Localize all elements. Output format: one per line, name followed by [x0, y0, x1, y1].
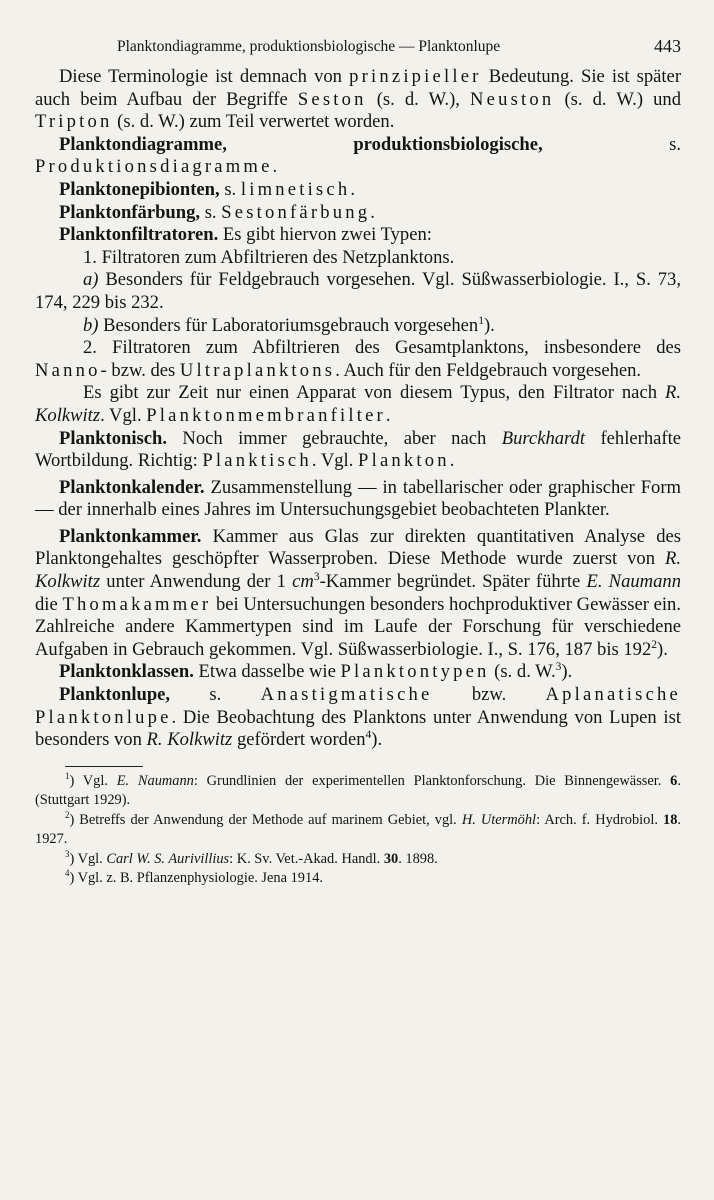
entry-planktondiagramme: Planktondiagramme, produktionsbiologische, s. Produktionsdiagramme. [35, 133, 681, 178]
entry-headword: Planktonisch. [59, 427, 167, 449]
footnote-ref: 2 [651, 638, 658, 651]
running-head [35, 36, 681, 66]
footnote-ref: 4 [365, 729, 372, 742]
footnote-3: $^3$) Vgl. Carl W. S. Aurivillius: K. Sv. Vet.-Akad. Handl. 30. 1898. [65, 849, 438, 867]
entry-planktonlupe: Planktonlupe, s. Anastigmatische bzw. Aplanatische Planktonlupe. Die Beobachtung des Planktons unter Anwendung von Lupen ist besonders von R. Kolkwitz gefördert worden$^4$). [35, 684, 681, 751]
entry-headword: Planktonepibionten, [59, 178, 220, 200]
footnote-2: $^2$) Betreffs der Anwendung der Methode auf marinem Gebiet, vgl. H. Utermöhl: Arch. f. Hydrobiol. 18. 1927. [35, 810, 682, 848]
entry-headword: Planktonkalender. [59, 476, 205, 498]
entry-planktonklassen: Planktonklassen. Etwa dasselbe wie Planktontypen (s. d. W.$^3$). [59, 661, 573, 683]
entry-headword: Planktondiagramme, produktionsbiologische, [59, 133, 543, 155]
paragraph-terminology: Diese Terminologie ist demnach von prinzipieller Bedeutung. Sie ist später auch beim Aufbau der Begriffe Seston (s. d. W.), Neuston (s. d. W.) und Tripton (s. d. W.) zum Teil verwertet worden. [35, 66, 682, 133]
superscript: 3 [313, 570, 320, 583]
list-item: 2. Filtratoren zum Abfiltrieren des Gesamtplanktons, insbesondere des Nanno- bzw. des Ultraplanktons. Auch für den Feldgebrauch vorgesehen. [35, 337, 681, 381]
list-item: a) Besonders für Feldgebrauch vorgesehen. Vgl. Süßwasserbiologie. I., S. 73, 174, 229 bis 232. [35, 269, 681, 313]
list-item: b) Besonders für Laboratoriumsgebrauch vorgesehen$^1$). [83, 314, 495, 336]
footnote-1: $^1$) Vgl. E. Naumann: Grundlinien der experimentellen Planktonforschung. Die Binnengewässer. 6. (Stuttgart 1929). [35, 771, 681, 809]
footnote-4: $^4$) Vgl. z. B. Pflanzenphysiologie. Jena 1914. [65, 868, 323, 887]
main-text [35, 66, 681, 752]
footnotes [35, 766, 681, 889]
paragraph-filtrator: Es gibt zur Zeit nur einen Apparat von diesem Typus, den Filtrator nach R. Kolkwitz. Vgl. Planktonmembranfilter. [35, 382, 681, 426]
entry-headword: Planktonlupe, [59, 684, 171, 706]
entry-planktonkammer: Planktonkammer. Kammer aus Glas zur direkten quantitativen Analyse des Planktongehaltes geschöpfter Wasserproben. Diese Methode wurde zuerst von R. Kolkwitz unter Anwendung der 1 $cm^3$-Kammer begründet. Später führte E. Naumann die Thomakammer bei Untersuchungen besonders hochproduktiver Gewässer ein. Zahlreiche andere Kammertypen sind im Laufe der Forschung für verschiedene Aufgaben in Gebrauch gekommen. Vgl. Süßwasserbiologie. I., S. 176, 187 bis $192^2$). [35, 525, 681, 660]
entry-headword: Planktonfiltratoren. [59, 224, 219, 246]
entry-headword: Planktonkammer. [59, 525, 202, 547]
page-number: 443 [654, 36, 681, 56]
entry-planktonfiltratoren: Planktonfiltratoren. Es gibt hiervon zwei Typen: [59, 224, 432, 246]
entry-planktonfaerbung: Planktonfärbung, s. Sestonfärbung. [59, 201, 375, 223]
list-item: 1. Filtratoren zum Abfiltrieren des Netzplanktons. [83, 246, 455, 268]
entry-headword: Planktonklassen. [59, 661, 194, 683]
entry-planktonkalender: Planktonkalender. Zusammenstellung — in tabellarischer oder graphischer Form — der innerhalb eines Jahres im Untersuchungsgebiet beobachteten Plankter. [35, 476, 681, 521]
footnote-rule [65, 766, 143, 767]
footnote-ref: 1 [478, 314, 484, 327]
footnote-ref: 3 [555, 661, 562, 674]
entry-planktonepibionten: Planktonepibionten, s. limnetisch. [59, 178, 355, 200]
entry-planktonisch: Planktonisch. Noch immer gebrauchte, aber nach Burckhardt fehlerhafte Wortbildung. Richtig: Planktisch. Vgl. Plankton. [35, 427, 681, 472]
running-title: Planktondiagramme, produktionsbiologische — Planktonlupe [117, 38, 501, 55]
entry-headword: Planktonfärbung, [59, 201, 201, 223]
